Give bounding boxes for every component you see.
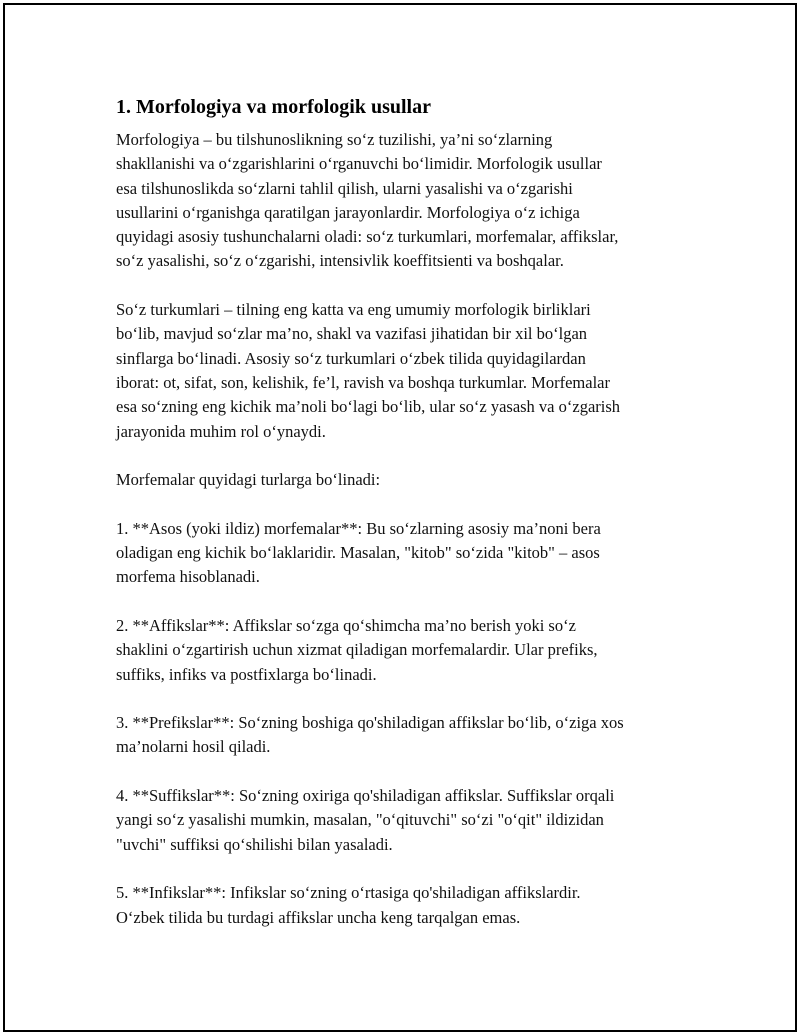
text-line: suffiks, infiks va postfixlarga bo‘linadi.: [116, 664, 377, 684]
list-item-asos-morfemalar: [116, 517, 696, 590]
text-line: esa so‘zning eng kichik ma’noli bo‘lagi bo‘lib, ular so‘z yasash va o‘zgarish: [116, 397, 621, 417]
text-line: bo‘lib, mavjud so‘zlar ma’no, shakl va vazifasi jihatidan bir xil bo‘lgan: [116, 324, 588, 344]
text-line: usullarini o‘rganishga qaratilgan jarayonlardir. Morfologiya o‘z ichiga: [116, 202, 580, 222]
text-line: Morfologiya – bu tilshunoslikning so‘z tuzilishi, ya’ni so‘zlarning: [116, 130, 553, 149]
text-line: esa tilshunoslikda so‘zlarni tahlil qilish, ularni yasalishi va o‘zgarishi: [116, 178, 573, 198]
paragraph-morfologiya-definition: [116, 128, 696, 274]
text-line: morfema hisoblanadi.: [116, 567, 260, 587]
text-line: iborat: ot, sifat, son, kelishik, fe’l, ravish va boshqa turkumlar. Morfemalar: [116, 372, 610, 392]
list-item-affikslar: [116, 614, 696, 687]
text-line: quyidagi asosiy tushunchalarni oladi: so‘z turkumlari, morfemalar, affikslar,: [116, 227, 619, 247]
text-line: shaklini o‘zgartirish uchun xizmat qiladigan morfemalardir. Ular prefiks,: [116, 640, 598, 660]
text-line: O‘zbek tilida bu turdagi affikslar uncha keng tarqalgan emas.: [116, 907, 521, 927]
text-line: Morfemalar quyidagi turlarga bo‘linadi:: [116, 470, 381, 490]
text-line: 3. **Prefikslar**: So‘zning boshiga qo'shiladigan affikslar bo‘lib, o‘ziga xos: [116, 713, 624, 733]
list-item-infikslar: [116, 881, 696, 930]
text-line: shakllanishi va o‘zgarishlarini o‘rganuvchi bo‘limidir. Morfologik usullar: [116, 154, 602, 174]
text-line: so‘z yasalishi, so‘z o‘zgarishi, intensivlik koeffitsienti va boshqalar.: [116, 251, 564, 271]
text-line: yangi so‘z yasalishi mumkin, masalan, "o‘qituvchi" so‘zi "o‘qit" ildizidan: [116, 810, 604, 830]
text-line: 4. **Suffikslar**: So‘zning oxiriga qo'shiladigan affikslar. Suffikslar orqali: [116, 786, 615, 806]
text-line: jarayonida muhim rol o‘ynaydi.: [116, 421, 326, 441]
text-line: ma’nolarni hosil qiladi.: [116, 737, 271, 757]
text-line: So‘z turkumlari – tilning eng katta va eng umumiy morfologik birliklari: [116, 300, 591, 320]
text-line: sinflarga bo‘linadi. Asosiy so‘z turkumlari o‘zbek tilida quyidagilardan: [116, 348, 586, 368]
text-line: oladigan eng kichik bo‘laklaridir. Masalan, "kitob" so‘zida "kitob" – asos: [116, 543, 600, 563]
list-item-prefikslar: [116, 711, 696, 760]
paragraph-morfemalar-intro: [116, 468, 696, 492]
text-line: 1. **Asos (yoki ildiz) morfemalar**: Bu so‘zlarning asosiy ma’noni bera: [116, 518, 601, 538]
text-line: 2. **Affikslar**: Affikslar so‘zga qo‘shimcha ma’no berish yoki so‘z: [116, 615, 576, 635]
list-item-suffikslar: [116, 784, 696, 857]
text-line: "uvchi" suffiksi qo‘shilishi bilan yasaladi.: [116, 834, 393, 854]
text-line: 5. **Infikslar**: Infikslar so‘zning o‘rtasiga qo'shiladigan affikslardir.: [116, 883, 581, 903]
section-title: 1. Morfologiya va morfologik usullar: [116, 96, 431, 118]
document-body: [116, 94, 696, 930]
paragraph-soz-turkumlari: [116, 298, 696, 444]
